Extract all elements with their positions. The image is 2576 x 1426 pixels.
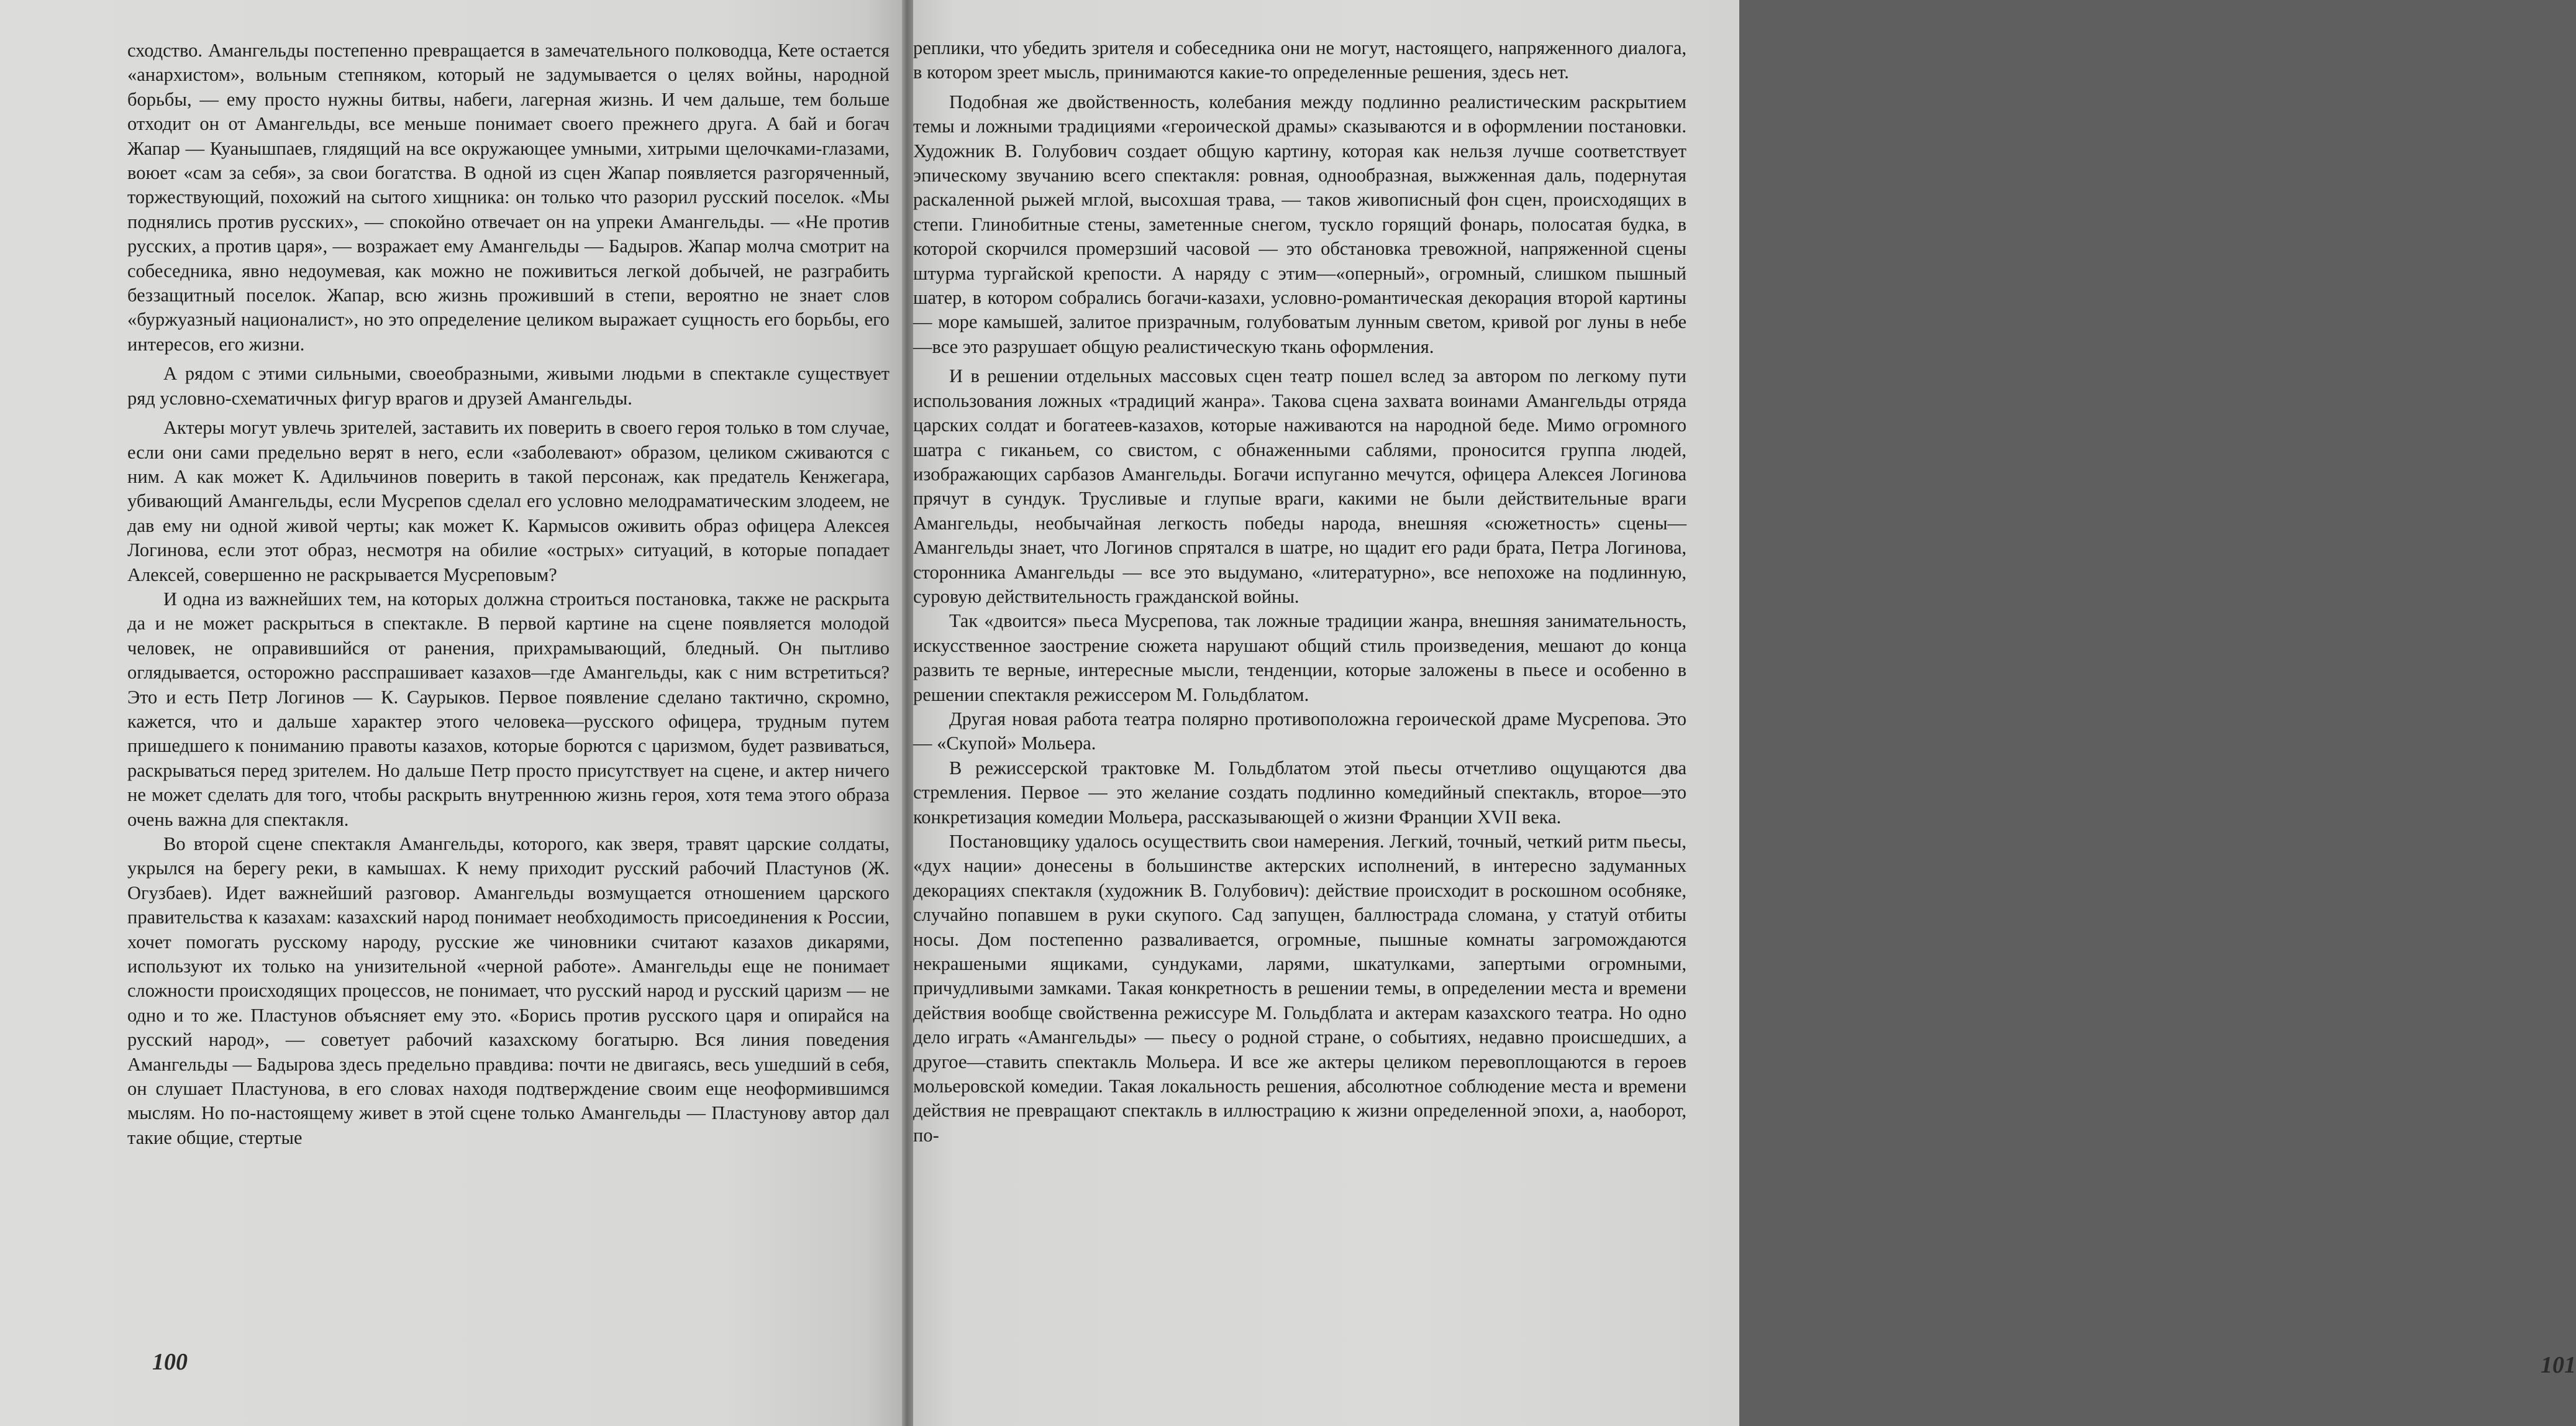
paragraph: Актеры могут увлечь зрителей, заставить их поверить в своего героя только в том случае, если они сами предельно верят в него, если «заболевают» образом, целиком сживаются с ним. А как может К. Адильчинов поверить в такой персонаж, как предатель Кенжегара, убивающий Амангельды, если Мусрепов сделал его условно мелодраматическим злодеем, не дав ему ни одной живой черты; как может К. Кармысов оживить образ офицера Алексея Логинова, если этот образ, несмотря на обилие «острых» ситуаций, в которые попадает Алексей, совершенно не раскрывается Мусреповым?: [127, 417, 890, 585]
left-page: [0, 0, 902, 1426]
paragraph: Постановщику удалось осуществить свои намерения. Легкий, точный, четкий ритм пьесы, «дух нации» донесены в большинстве актерских исполнений, в интересно задуманных декорациях спектакля (художник В. Голубович): действие происходит в роскошном особняке, случайно попавшем в руки скупого. Сад запущен, баллюстрада сломана, у статуй отбиты носы. Дом постепенно разваливается, огромные, пышные комнаты загромождаются некрашеными ящиками, сундуками, ларями, шкатулками, запертыми огромными, причудливыми замками. Такая конкретность в решении темы, в определении места и времени действия вообще свойственна режиссуре М. Гольдблата и актерам казахского театра. Но одно дело играть «Амангельды» — пьесу о родной стране, о событиях, недавно происшедших, а другое—ставить спектакль Мольера. И все же актеры целиком перевоплощаются в героев мольеровской комедии. Такая локальность решения, абсолютное соблюдение места и времени действия не превращают спектакль в иллюстрацию к жизни определенной эпохи, а, наоборот, по-: [913, 831, 1686, 1146]
paragraph: В режиссерской трактовке М. Гольдблатом этой пьесы отчетливо ощущаются два стремления. Первое — это желание создать подлинно комедийный спектакль, второе—это конкретизация комедии Мольера, рассказывающей о жизни Франции XVII века.: [913, 757, 1686, 828]
paragraph: А рядом с этими сильными, своеобразными, живыми людьми в спектакле существует ряд условно-схематичных фигур врагов и друзей Амангельды.: [127, 363, 890, 409]
paragraph: Подобная же двойственность, колебания между подлинно реалистическим раскрытием темы и ложными традициями «героической драмы» сказываются и в оформлении постановки. Художник В. Голубович создает общую картину, которая как нельзя лучше соответствует эпическому звучанию всего спектакля: ровная, однообразная, выжженная даль, подернутая раскаленной рыжей мглой, высохшая трава, — таков живописный фон сцен, происходящих в степи. Глинобитные стены, заметенные снегом, тускло горящий фонарь, полосатая будка, в которой скорчился промерзший часовой — это обстановка тревожной, напряженной сцены штурма тургайской крепости. А наряду с этим—«оперный», огромный, слишком пышный шатер, в котором собрались богачи-казахи, условно-романтическая декорация второй картины — море камышей, залитое призрачным, голубоватым лунным светом, кривой рог луны в небе—все это разрушает общую реалистическую ткань оформления.: [913, 91, 1686, 357]
paragraph: сходство. Амангельды постепенно превращается в замечательного полководца, Кете остается «анархистом», вольным степняком, который не задумывается о целях войны, народной борьбы, — ему просто нужны битвы, набеги, лагерная жизнь. И чем дальше, тем больше отходит он от Амангельды, все меньше понимает своего прежнего друга. А бай и богач Жапар — Куанышпаев, глядящий на все окружающее умными, хитрыми щелочками-глазами, воюет «сам за себя», за свои богатства. В одной из сцен Жапар появляется разгоряченный, торжествующий, похожий на сытого хищника: он только что разорил русский поселок. «Мы поднялись против русских», — спокойно отвечает он на упреки Амангельды. — «Не против русских, а против царя», — возражает ему Амангельды — Бадыров. Жапар молча смотрит на собеседника, явно недоумевая, как можно не поживиться легкой добычей, не разграбить беззащитный поселок. Жапар, всю жизнь проживший в степи, вероятно не знает слов «буржуазный националист», но это определение целиком выражает сущность его борьбы, его интересов, его жизни.: [127, 40, 890, 355]
page-number: 101: [2541, 1352, 2576, 1378]
page-number: 100: [152, 1349, 188, 1375]
right-page-text: [913, 36, 1686, 1148]
left-page-text: [127, 39, 890, 1150]
right-page: [913, 0, 2576, 1426]
paragraph: И одна из важнейших тем, на которых должна строиться постановка, также не раскрыта да и не может раскрыться в спектакле. В первой картине на сцене появляется молодой человек, не оправившийся от ранения, прихрамывающий, бледный. Он пытливо оглядывается, осторожно расспрашивает казахов—где Амангельды, как с ним встретиться? Это и есть Петр Логинов — К. Саурыков. Первое появление сделано тактично, скромно, кажется, что и дальше характер этого человека—русского офицера, трудным путем пришедшего к пониманию правоты казахов, которые борются с царизмом, будет развиваться, раскрываться перед зрителем. Но дальше Петр просто присутствует на сцене, и актер ничего не может сделать для того, чтобы раскрыть внутреннюю жизнь героя, хотя тема этого образа очень важна для спектакля.: [127, 588, 890, 830]
paragraph: Другая новая работа театра полярно противоположна героической драме Мусрепова. Это — «Скупой» Мольера.: [913, 708, 1686, 754]
paragraph: реплики, что убедить зрителя и собеседника они не могут, настоящего, напряженного диалога, в котором зреет мысль, принимаются какие-то определенные решения, здесь нет.: [913, 37, 1686, 83]
paragraph: Во второй сцене спектакля Амангельды, которого, как зверя, травят царские солдаты, укрылся на берегу реки, в камышах. К нему приходит русский рабочий Пластунов (Ж. Огузбаев). Идет важнейший разговор. Амангельды возмущается отношением царского правительства к казахам: казахский народ понимает необходимость присоединения к России, хочет помогать русскому народу, русские же чиновники считают казахов дикарями, используют их только на унизительной «черной работе». Амангельды еще не понимает сложности происходящих процессов, не понимает, что русский народ и русский царизм — не одно и то же. Пластунов объясняет ему это. «Борись против русского царя и опирайся на русский народ», — советует рабочий казахскому богатырю. Вся линия поведения Амангельды — Бадырова здесь предельно правдива: почти не двигаясь, весь ушедший в себя, он слушает Пластунова, в его словах находя подтверждение своим еще неоформившимся мыслям. Но по-настоящему живет в этой сцене только Амангельды — Пластунову автор дал такие общие, стертые: [127, 833, 890, 1148]
paragraph: Так «двоится» пьеса Мусрепова, так ложные традиции жанра, внешняя занимательность, искусственное заострение сюжета нарушают общий стиль произведения, мешают до конца развить те верные, интересные мысли, тенденции, которые заложены в пьесе и особенно в решении спектакля режиссером М. Гольдблатом.: [913, 610, 1686, 705]
paragraph: И в решении отдельных массовых сцен театр пошел вслед за автором по легкому пути использования ложных «традиций жанра». Такова сцена захвата воинами Амангельды отряда царских солдат и богатеев-казахов, которые наживаются на народной беде. Мимо огромного шатра с гиканьем, со свистом, с обнаженными саблями, проносится группа людей, изображающих сарбазов Амангельды. Богачи испуганно мечутся, офицера Алексея Логинова прячут в сундук. Трусливые и глупые враги, какими не были действительные враги Амангельды, необычайная легкость победы народа, внешняя «сюжетность» сцены—Амангельды знает, что Логинов спрятался в шатре, но щадит его ради брата, Петра Логинова, сторонника Амангельды — все это выдумано, «литературно», все непохоже на подлинную, суровую действительность гражданской войны.: [913, 365, 1686, 607]
book-gutter: [902, 0, 913, 1426]
